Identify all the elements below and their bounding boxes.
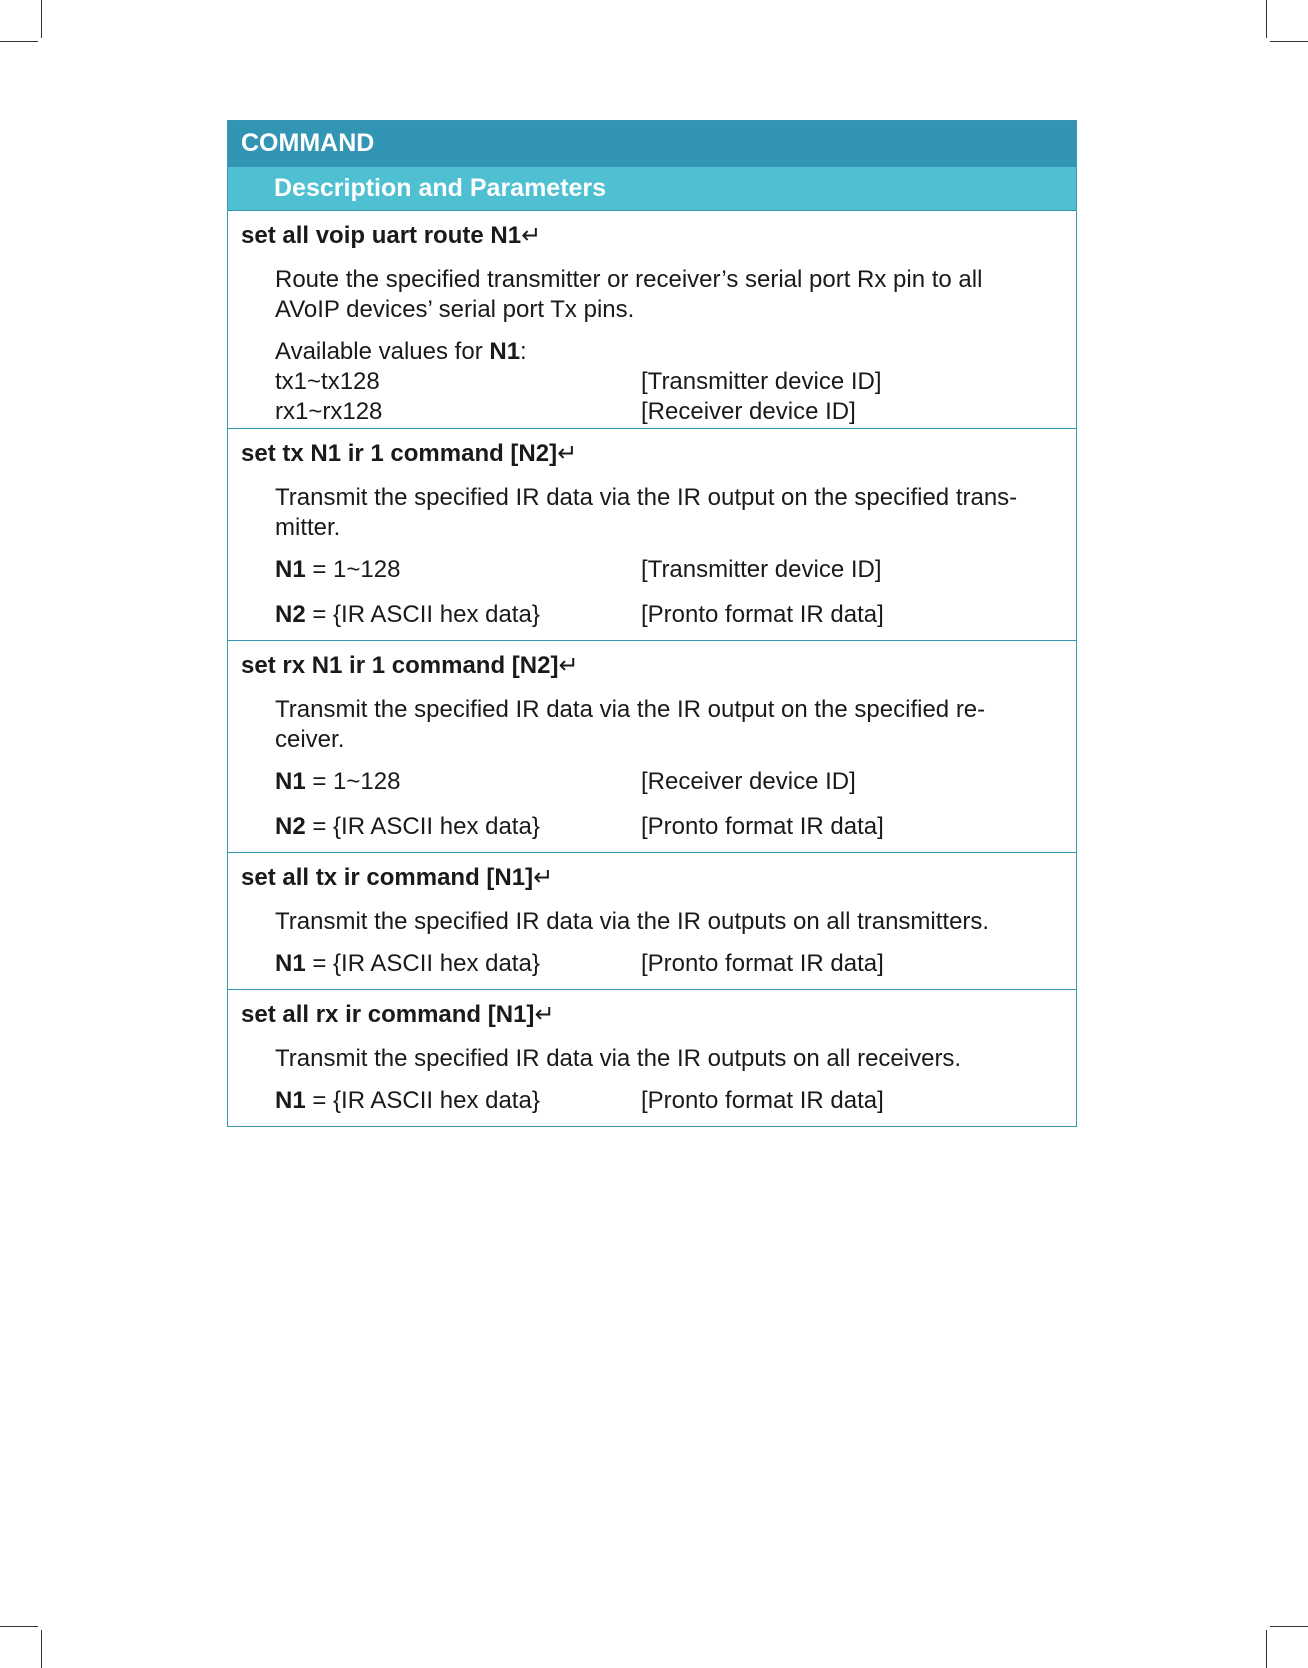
command-description: Transmit the specified IR data via the IR outputs on all receivers.: [275, 1045, 962, 1072]
param-row: [275, 1086, 1052, 1116]
command-name: [228, 651, 1076, 681]
crop-mark: [0, 41, 38, 42]
crop-mark: [1266, 0, 1267, 38]
param-value: = {IR ASCII hex data}: [305, 601, 540, 628]
command-description: Route the specified transmitter or receiver’s serial port Rx pin to all AVoIP devices’ serial port Tx pins.: [275, 266, 983, 323]
param-row: [275, 949, 1052, 979]
value-meaning: [Receiver device ID]: [641, 398, 856, 425]
command-row: [228, 210, 1076, 428]
param-row: [275, 812, 1052, 842]
param-value: = {IR ASCII hex data}: [305, 1087, 540, 1114]
crop-mark: [1270, 41, 1308, 42]
param-meaning: [Pronto format IR data]: [641, 813, 884, 840]
param-name: N1: [275, 950, 306, 977]
command-text: set all voip uart route N1: [241, 222, 522, 249]
param-value: = 1~128: [305, 556, 401, 583]
param-row: [275, 600, 1052, 630]
crop-mark: [1270, 1626, 1308, 1627]
param-meaning: [Pronto format IR data]: [641, 950, 884, 977]
crop-mark: [1266, 1630, 1267, 1668]
param-value: = {IR ASCII hex data}: [305, 950, 540, 977]
param-meaning: [Transmitter device ID]: [641, 556, 882, 583]
return-icon: ↵: [558, 652, 579, 679]
crop-mark: [41, 1630, 42, 1668]
command-name: [228, 1000, 1076, 1030]
param-meaning: [Receiver device ID]: [641, 768, 856, 795]
command-text: set all tx ir command [N1]: [241, 864, 534, 891]
param-row: [275, 767, 1052, 797]
crop-mark: [0, 1626, 38, 1627]
param-row: [275, 555, 1052, 585]
command-text: set tx N1 ir 1 command [N2]: [241, 440, 558, 467]
command-name: [228, 221, 1076, 251]
command-table: [227, 120, 1077, 1127]
param-name: N1: [275, 556, 306, 583]
command-row: [228, 640, 1076, 852]
command-row: [228, 989, 1076, 1126]
command-description: Transmit the specified IR data via the IR output on the specified trans-mitter.: [275, 484, 1018, 541]
command-row: [228, 428, 1076, 640]
param-meaning: [Pronto format IR data]: [641, 601, 884, 628]
value-range: tx1~tx128: [275, 368, 380, 395]
param-name: N2: [275, 813, 306, 840]
command-description: Transmit the specified IR data via the IR outputs on all transmitters.: [275, 908, 990, 935]
return-icon: ↵: [534, 1001, 555, 1028]
command-name: [228, 439, 1076, 469]
param-name: N1: [275, 1087, 306, 1114]
param-value: = 1~128: [305, 768, 401, 795]
return-icon: ↵: [521, 222, 542, 249]
table-header-command: COMMAND: [228, 121, 1076, 166]
param-name: N1: [275, 768, 306, 795]
command-row: [228, 852, 1076, 989]
value-row: [275, 397, 1052, 427]
command-text: set rx N1 ir 1 command [N2]: [241, 652, 559, 679]
return-icon: ↵: [557, 440, 578, 467]
return-icon: ↵: [533, 864, 554, 891]
param-value: = {IR ASCII hex data}: [305, 813, 540, 840]
command-text: set all rx ir command [N1]: [241, 1001, 535, 1028]
values-label: Available values for N1:: [275, 338, 527, 365]
param-name: N2: [275, 601, 306, 628]
value-row: [275, 367, 1052, 397]
crop-mark: [41, 0, 42, 38]
command-description: Transmit the specified IR data via the IR output on the specified re-ceiver.: [275, 696, 986, 753]
command-name: [228, 863, 1076, 893]
table-header-description: Description and Parameters: [228, 166, 1076, 210]
value-range: rx1~rx128: [275, 398, 383, 425]
value-meaning: [Transmitter device ID]: [641, 368, 882, 395]
param-meaning: [Pronto format IR data]: [641, 1087, 884, 1114]
